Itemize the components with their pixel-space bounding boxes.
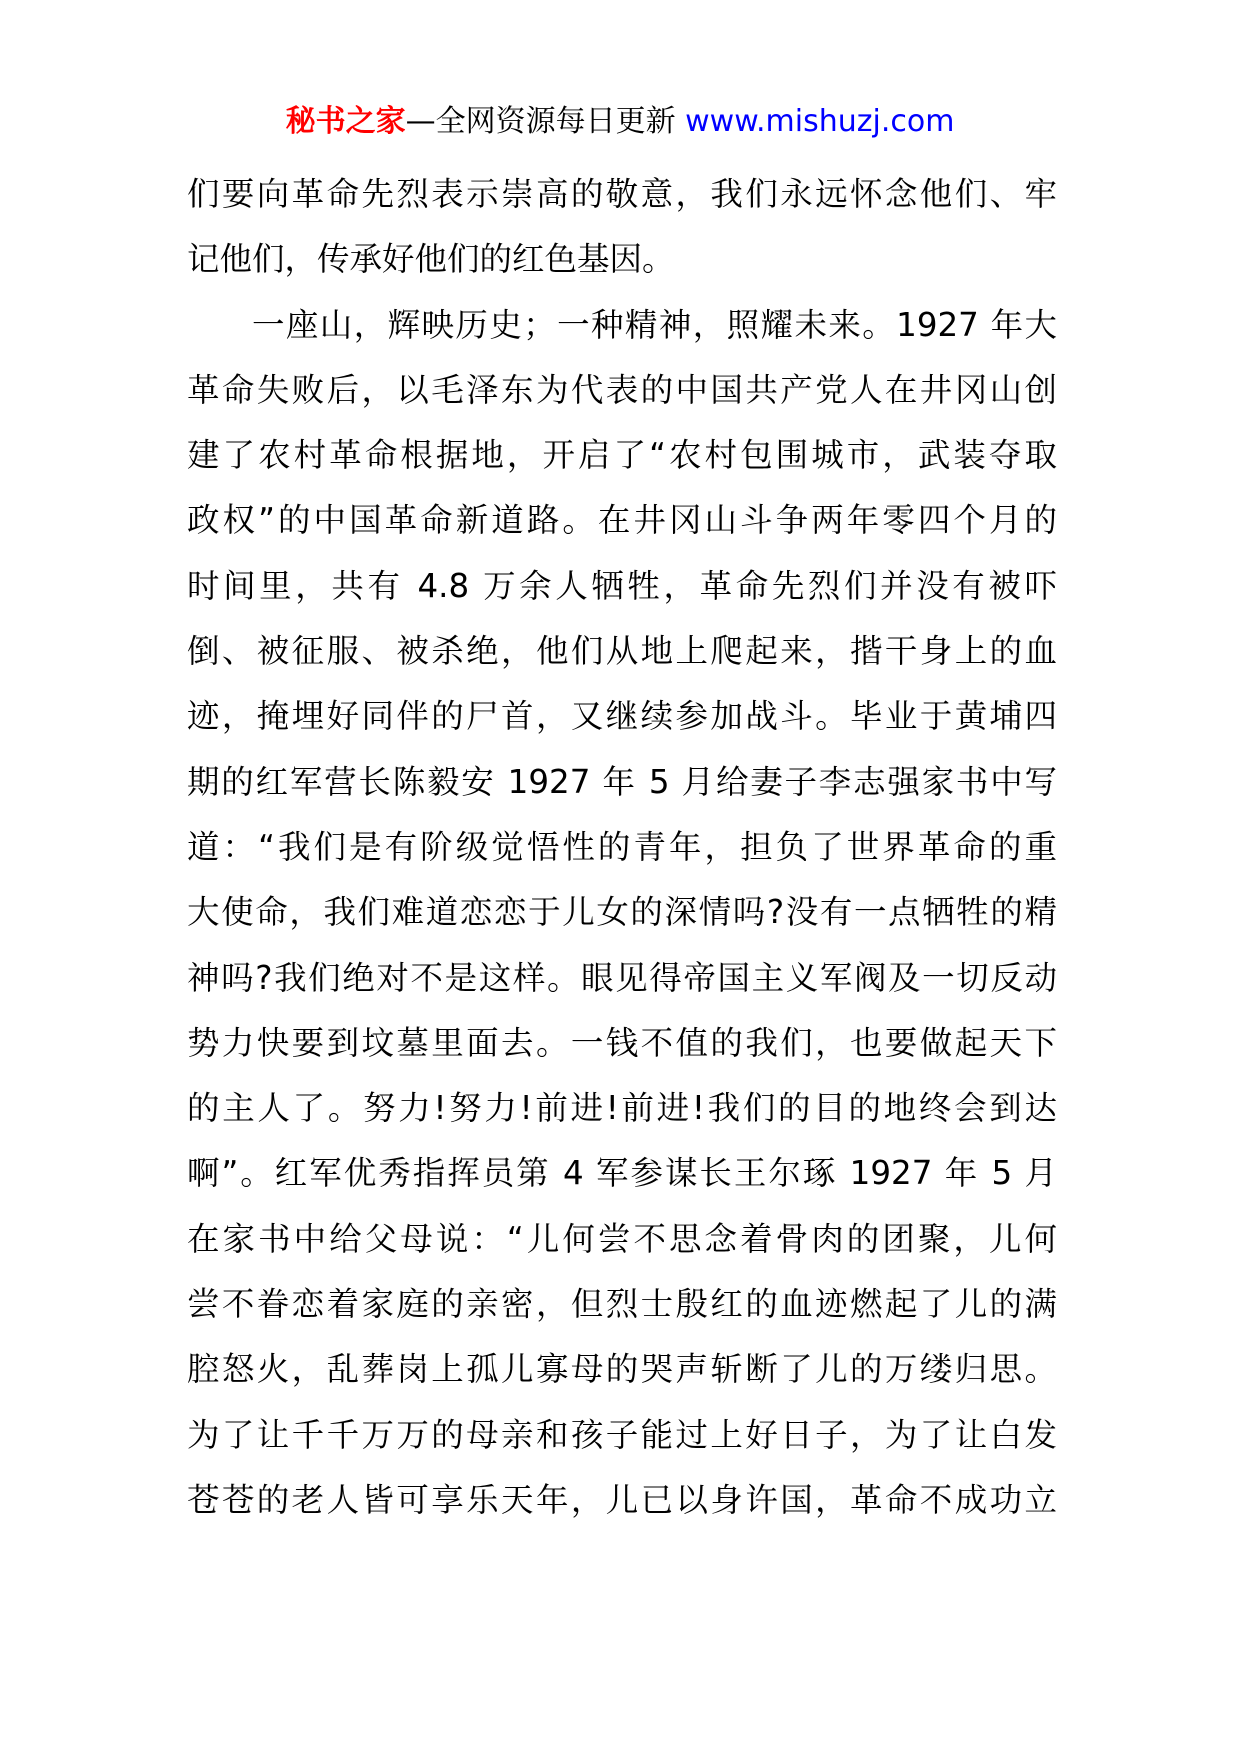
text-line: 道：“我们是有阶级觉悟性的青年，担负了世界革命的重 <box>187 827 1057 866</box>
text-line: 啊”。红军优秀指挥员第 4 军参谋长王尔琢 1927 年 5 月 <box>187 1154 1057 1193</box>
brand-name: 秘书之家 <box>285 104 406 139</box>
text-line: 苍苍的老人皆可享乐天年，儿已以身许国，革命不成功立 <box>187 1480 1057 1519</box>
paragraph <box>187 293 1057 1534</box>
text-line: 神吗?我们绝对不是这样。眼见得帝国主义军阀及一切反动 <box>187 958 1057 997</box>
text-line: 在家书中给父母说：“儿何尝不思念着骨肉的团聚，儿何 <box>187 1219 1057 1258</box>
page-header <box>0 102 1240 142</box>
text-line: 腔怒火，乱葬岗上孤儿寡母的哭声斩断了儿的万缕归思。 <box>187 1350 1057 1389</box>
text-line: 记他们，传承好他们的红色基因。 <box>187 240 675 279</box>
text-line: 建了农村革命根据地，开启了“农村包围城市，武装夺取 <box>187 436 1057 475</box>
text-line: 势力快要到坟墓里面去。一钱不值的我们，也要做起天下 <box>187 1023 1057 1062</box>
text-line: 大使命，我们难道恋恋于儿女的深情吗?没有一点牺牲的精 <box>187 893 1057 932</box>
paragraph <box>187 162 1057 293</box>
text-line: 们要向革命先烈表示崇高的敬意，我们永远怀念他们、牢 <box>187 175 1057 213</box>
text-line: 革命失败后，以毛泽东为代表的中国共产党人在井冈山创 <box>187 370 1057 409</box>
text-line: 的主人了。努力!努力!前进!前进!我们的目的地终会到达 <box>187 1089 1057 1128</box>
text-line: 为了让千千万万的母亲和孩子能过上好日子，为了让白发 <box>187 1415 1057 1454</box>
text-line: 迹，掩埋好同伴的尸首，又继续参加战斗。毕业于黄埔四 <box>187 697 1057 736</box>
text-line: 一座山，辉映历史；一种精神，照耀未来。1927 年大 <box>252 305 1057 344</box>
text-line: 期的红军营长陈毅安 1927 年 5 月给妻子李志强家书中写 <box>187 762 1057 801</box>
text-line: 时间里，共有 4.8 万余人牺牲，革命先烈们并没有被吓 <box>187 566 1057 605</box>
text-line: 政权”的中国革命新道路。在井冈山斗争两年零四个月的 <box>187 501 1057 540</box>
document-body <box>187 162 1057 1533</box>
text-line: 尝不眷恋着家庭的亲密，但烈士殷红的血迹燃起了儿的满 <box>187 1285 1057 1324</box>
site-url-link[interactable]: www.mishuzj.com <box>685 104 955 139</box>
header-tagline: —全网资源每日更新 <box>405 104 676 139</box>
text-line: 倒、被征服、被杀绝，他们从地上爬起来，揩干身上的血 <box>187 632 1057 671</box>
